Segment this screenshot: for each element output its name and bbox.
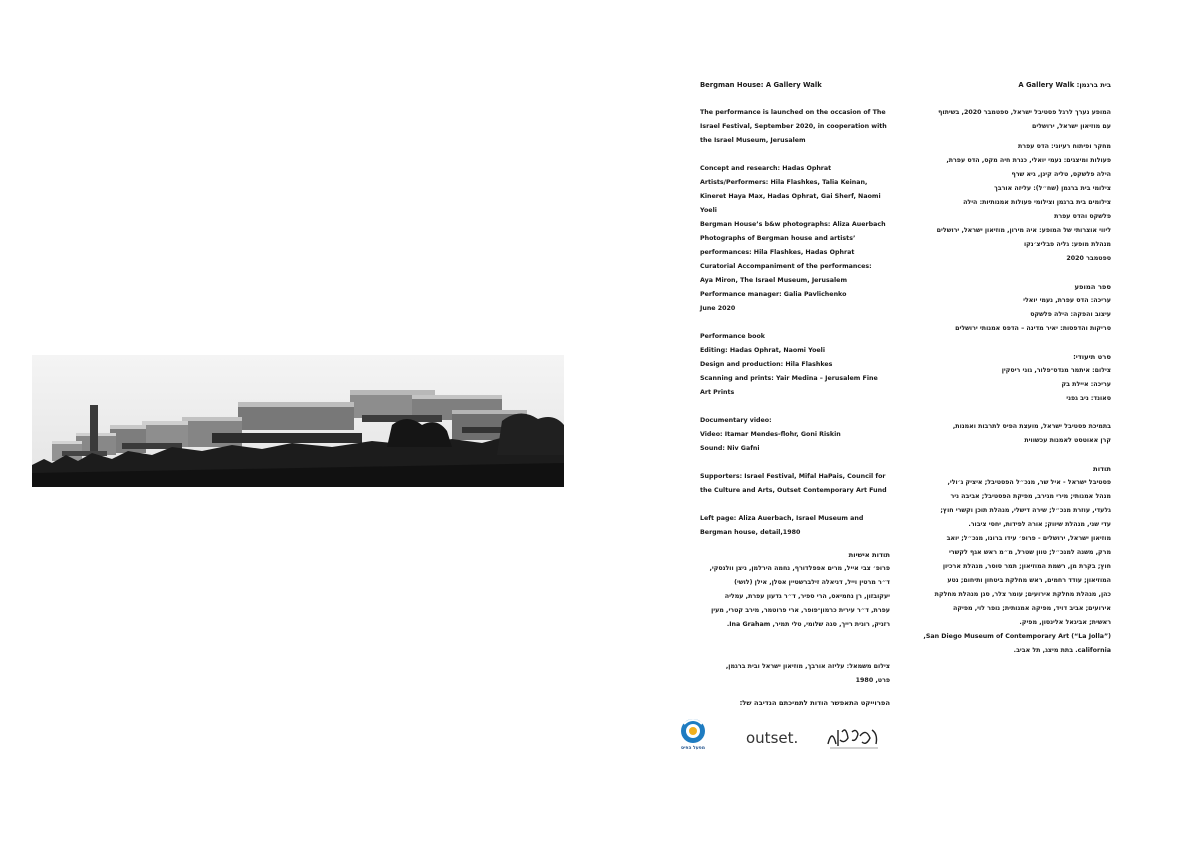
english-book-line: Editing: Hadas Ophrat, Naomi Yoeli xyxy=(700,347,825,354)
personal-thanks-line: יעקובזון, רן נחמיאס, הרי ספיר, ד״ר גדעון עפרת, עמליה xyxy=(724,593,890,600)
hebrew-credit-line: צילומים בית ברגמן וצילומי פעולות אמנותיות: הילה xyxy=(963,199,1111,206)
hebrew-credit-line: הילה פלשקס, טליה קינן, גיא שרף xyxy=(1011,171,1111,178)
hebrew-thanks-line: כהן, מנהלת מחלקת אירועים; עומר צלר, סגן מנהלת מחלקת xyxy=(934,591,1111,598)
english-video-line: Documentary video: xyxy=(700,417,772,424)
hebrew-thanks-line: פסטיבל ישראל - איל שר, מנכ״ל הפסטיבל; איציק ג׳ולי, xyxy=(947,479,1111,486)
hapais-caption: מפעל הפיס xyxy=(681,746,705,751)
english-credit-line: Yoeli xyxy=(700,207,717,214)
hebrew-title: בית ברגמן: A Gallery Walk xyxy=(1018,81,1111,89)
english-credit-line: Artists/Performers: Hila Flashkes, Talia Keinan, xyxy=(700,179,868,186)
english-credits-column xyxy=(700,78,890,540)
english-book-line: Art Prints xyxy=(700,389,735,396)
english-video-line: Sound: Niv Gafni xyxy=(700,445,760,452)
hebrew-support-line: קרן אאוטסט לאמנות עכשווית xyxy=(1024,437,1111,444)
hebrew-thanks-line: מוזיאון ישראל, ירושלים - פרופ׳ עידו ברונו, מנכ״ל; יואב xyxy=(946,535,1111,542)
hebrew-book-line: סריקות והדפסות: יאיר מדינה – הדפס אמנותי ירושלים xyxy=(955,325,1111,332)
hebrew-video-title: סרט תיעודי: xyxy=(1073,353,1111,361)
sponsor-logos xyxy=(680,716,890,756)
hebrew-credit-line: צילומי בית ברגמן (שח״ל): עליזה אורבך xyxy=(994,185,1111,192)
english-title: Bergman House: A Gallery Walk xyxy=(700,81,822,89)
hebrew-thanks-line: מנהל אמנותי; מירי מגירב, מפיקת הפסטיבל; אביבה ניר xyxy=(950,493,1111,500)
hebrew-video-line: סאונד: ניב גפני xyxy=(1066,395,1111,402)
hebrew-credit-line: פלשקס והדס עפרת xyxy=(1054,213,1111,220)
hebrew-thanks-line: ראשית; אביגאל אלינסון, מפיק. xyxy=(1019,619,1111,626)
english-left-page-line: Left page: Aliza Auerbach, Israel Museum and xyxy=(700,515,864,522)
hebrew-book-line: עריכה: הדס עפרת, נעמי יואלי xyxy=(1023,297,1111,304)
english-credit-line: Aya Miron, The Israel Museum, Jerusalem xyxy=(700,277,848,284)
hebrew-credits-column xyxy=(915,78,1111,658)
english-credit-line: Photographs of Bergman house and artists’ xyxy=(700,235,856,242)
hebrew-thanks-line: מרק, משנה למנכ״ל; טוון שטרל, מ״מ ראש אגף לקשרי xyxy=(948,549,1111,556)
hebrew-video-line: צילום: איתמר מנדס־פלור, גוני ריסקין xyxy=(1001,367,1111,374)
hebrew-support-line: בתמיכת פסטיבל ישראל, מועצת הפיס לתרבות ואמנות, xyxy=(952,423,1111,430)
hebrew-thanks-line: אירועים; אביב דויד, מפיקה אמנותית; נופר לוי, מפיקה xyxy=(953,605,1111,612)
hebrew-credit-line: ספטמבר 2020 xyxy=(1066,255,1111,262)
hebrew-intro-line: המופע נערך לרגל פסטיבל ישראל, ספטמבר 2020, בשיתוף xyxy=(938,109,1111,116)
english-credit-line: performances: Hila Flashkes, Hadas Ophrat xyxy=(700,249,855,256)
english-book-line: Design and production: Hila Flashkes xyxy=(700,361,833,368)
outset-logo: outset. xyxy=(746,729,799,747)
personal-thanks-line: פרופ׳ צבי אייל, מרים אפפלדורף, נחמה הירלמן, ניצן וולנסקי, xyxy=(709,565,890,572)
hebrew-thanks-line: גלעדי, עוזרת מנכ״ל; שירה דישלי, מנהלת תוכן וקשרי חוץ; xyxy=(940,507,1111,514)
personal-thanks-line: עפרת, ד״ר עירית כרמון־פופר, ארי פרוטמר, מירב קטרי, מעין xyxy=(711,607,890,614)
hebrew-video-line: עריכה: איילת בק xyxy=(1061,381,1111,388)
sponsors-thanks-line: הפרוייקט התאפשר הודות לתמיכתם הנדיבה של: xyxy=(739,699,890,707)
english-credit-line: Performance manager: Galia Pavlichenko xyxy=(700,291,847,298)
personal-thanks-line: ד״ר מרטין וייל, דניאלה זילברשטיין אסלן, אילן (לושי) xyxy=(734,579,890,586)
hebrew-personal-thanks-column xyxy=(709,548,890,710)
hebrew-credit-line: מנהלת מופע: גליה פבליצ׳נקו xyxy=(1023,241,1111,248)
english-credit-line: Concept and research: Hadas Ophrat xyxy=(700,165,832,172)
hebrew-credit-line: מחקר ופיתוח רעיוני: הדס עפרת xyxy=(1018,143,1111,150)
hebrew-credit-line: ליווי אוצרותי של המופע: איה מירון, מוזיאון ישראל, ירושלים xyxy=(936,227,1111,234)
english-credit-line: Bergman House’s b&w photographs: Aliza Auerbach xyxy=(700,221,886,228)
hebrew-intro-line: עם מוזיאון ישראל, ירושלים xyxy=(1032,123,1111,130)
hebrew-thanks-line: עדי שני, מנהלת שיווק; אורה לפידות, יחסי ציבור. xyxy=(968,521,1111,528)
english-left-page-line: Bergman house, detail,1980 xyxy=(700,529,801,536)
english-credit-line: Kineret Haya Max, Hadas Ophrat, Gai Sherf, Naomi xyxy=(700,193,881,200)
english-book-line: Performance book xyxy=(700,333,765,340)
english-credit-line: Curatorial Accompaniment of the performances: xyxy=(700,263,872,270)
hebrew-book-line: עיצוב והפקה: הילה פלשקס xyxy=(1030,311,1111,318)
personal-thanks-title: תודות אישיות xyxy=(848,551,890,559)
photo-caption-line: צילום משמאל: עליזה אורבך, מוזיאון ישראל ובית ברגמן, xyxy=(725,663,890,670)
hebrew-book-title: ספר המופע xyxy=(1074,283,1111,291)
personal-thanks-line: רזניק, רונית רייך, סגה שלומי, טלי תמיר, Ina Graham. xyxy=(726,621,890,628)
hebrew-thanks-line: San Diego Museum of Contemporary Art (“La Jolla”), xyxy=(923,633,1111,640)
english-credit-line: June 2020 xyxy=(700,305,736,312)
english-intro-line: Israel Festival, September 2020, in cooperation with xyxy=(700,123,887,130)
english-intro-line: the Israel Museum, Jerusalem xyxy=(700,137,806,144)
hebrew-thanks-line: חוץ; בקרת מן, רשמת המוזיאון; תמר סוסר, מנהלת ארכיון xyxy=(942,563,1111,570)
hebrew-thanks-title: תודות xyxy=(1093,465,1111,473)
english-video-line: Video: Itamar Mendes-flohr, Goni Riskin xyxy=(700,431,841,438)
bergman-house-bw-image xyxy=(32,355,564,487)
english-supporters-line: Supporters: Israel Festival, Mifal HaPais, Council for xyxy=(700,473,886,480)
hebrew-thanks-line: california. בתת מיצג, תל אביב. xyxy=(1013,647,1111,654)
english-intro-line: The performance is launched on the occasion of The xyxy=(700,109,886,116)
hebrew-thanks-line: המוזיאון; עודד רחמים, ראש מחלקת ביטחון ותיחום; נטע xyxy=(947,577,1111,584)
english-book-line: Scanning and prints: Yair Medina – Jerusalem Fine xyxy=(700,375,878,382)
bergman-house-photo xyxy=(32,355,564,487)
hebrew-credit-line: פעולות ומיצגים: נעמי יואלי, כנרת חיה מקס, הדס עפרת, xyxy=(946,157,1111,164)
israel-festival-logo-icon xyxy=(826,724,882,752)
photo-caption-line: פרט, 1980 xyxy=(855,677,890,684)
english-supporters-line: the Culture and Arts, Outset Contemporary Art Fund xyxy=(700,487,887,494)
hapais-logo-icon xyxy=(680,716,706,754)
